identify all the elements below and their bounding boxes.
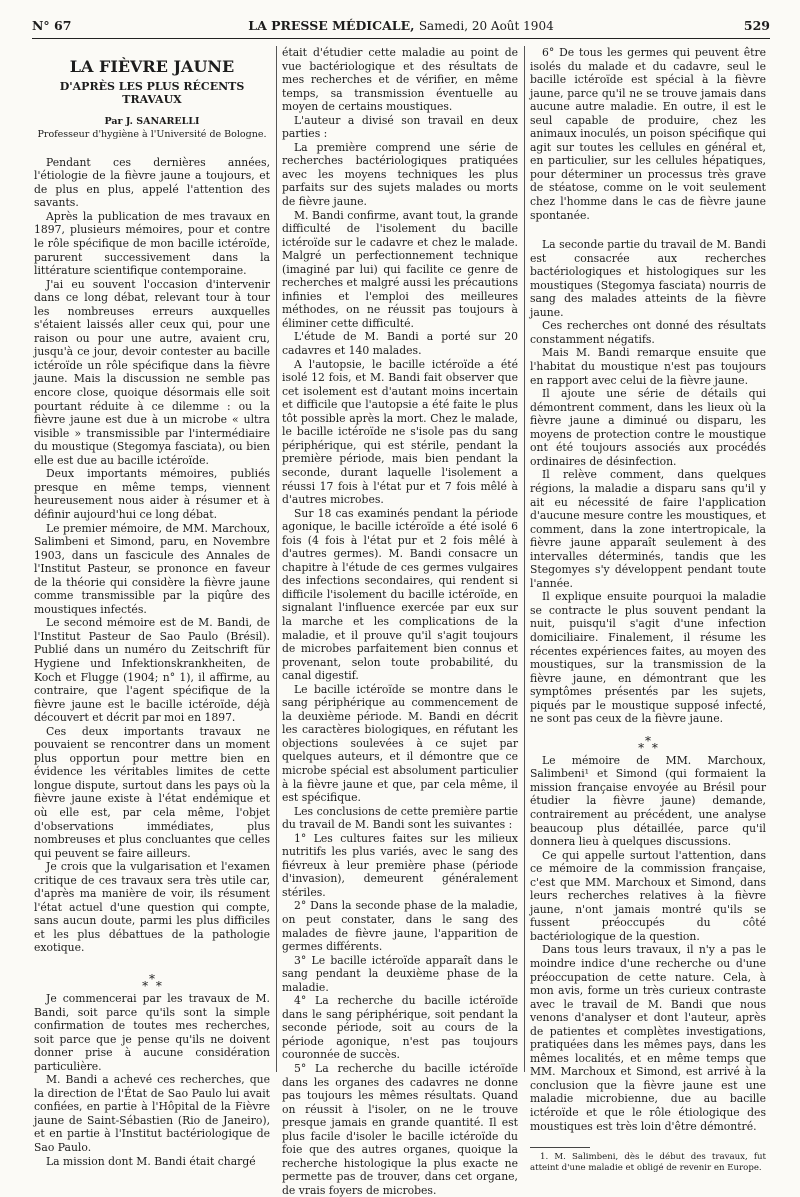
list-item: 2° Dans la seconde phase de la maladie, on peut constater, dans le sang des malades de fièvre jaune, l'apparition de germes différents. [282,899,518,954]
column-1 [34,46,270,1168]
page-number: 529 [743,18,770,33]
star-mark: ⁎ [645,729,651,744]
column-divider [276,46,277,1072]
paragraph: La seconde partie du travail de M. Bandi est consacrée aux recherches bactériologiques et histologiques sur les moustiques (Stegomya fasciata) nourris de sang des malades atteints de la fièvre jaune. [530,238,766,319]
paragraph: A l'autopsie, le bacille ictéroïde a été isolé 12 fois, et M. Bandi fait observer que cet isolement est d'autant moins incertain et difficile que l'autopsie a été faite le plus tôt possible après la mort. Chez le malade, le bacille ictéroïde ne s'isole pas du sang périphérique, qui est stérile, pendant la première période, mais bien pendant la seconde, durant laquelle l'isolement a réussi 17 fois à l'état pur et 7 fois mêlé à d'autres microbes. [282,357,518,507]
article-byline: Par J. SANARELLI [104,115,200,127]
section-gap [530,222,766,238]
paragraph: Le second mémoire est de M. Bandi, de l'Institut Pasteur de Sao Paulo (Brésil). Publié dans un numéro du Zeitschrift für Hygiene und Infektionskrankheiten, de Koch et Flugge (1904; n° 1), il affirme, au contraire, que l'agent spécifique de la fièvre jaune est le bacille ictéroïde, déjà découvert et décrit par moi en 1897. [34,616,270,725]
paragraph: Deux importants mémoires, publiés presque en même temps, viennent heureusement nous aider à résumer et à définir aujourd'hui ce long débat. [34,467,270,521]
running-header [32,18,770,34]
star-mark: ⁎ [651,736,658,751]
paragraph: Le bacille ictéroïde se montre dans le sang périphérique au commencement de la deuxième période. M. Bandi en décrit les caractères biologiques, en réfutant les objections soulevées à ce sujet par quelques auteurs, et il démontre que ce microbe spécial est absolument particulier à la fièvre jaune et que, par cela même, il est spécifique. [282,682,518,805]
paragraph: Les conclusions de cette première partie du travail de M. Bandi sont les suivantes : [282,804,518,832]
footnote: 1. M. Salimbeni, dès le début des travaux, fut atteint d'une maladie et obligé de revenir en Europe. [530,1152,766,1174]
paragraph: Je crois que la vulgarisation et l'examen critique de ces travaux sera très utile car, d'après ma manière de voir, ils résument l'état actuel d'une question qui compte, sans aucun doute, parmi les plus difficiles et les plus débattues de la pathologie exotique. [34,860,270,955]
footnote-rule [530,1147,590,1148]
paragraph: J'ai eu souvent l'occasion d'intervenir dans ce long débat, relevant tour à tour les nombreuses erreurs auxquelles s'étaient laissés aller ceux qui, pour une raison ou pour une autre, avaient cru, jusqu'à ce jour, devoir contester au bacille ictéroïde un rôle spécifique dans la fièvre jaune. Mais la discussion ne semble pas encore close, quoique désormais elle soit pourtant réduite à ce dilemme : ou la fièvre jaune est due à un microbe « ultra visible » transmissible par l'intermédiaire du moustique (Stegomya fasciata), ou bien elle est due au bacille ictéroïde. [34,277,270,467]
section-separator-stars [34,968,270,989]
paragraph: Il relève comment, dans quelques régions, la maladie a disparu sans qu'il y ait eu nécessité de faire l'application d'aucune mesure contre les moustiques, et comment, dans la zone intertropicale, la fièvre jaune apparaît seulement à des intervalles déterminés, tandis que les Stegomyes s'y développent pendant toute l'année. [530,468,766,590]
author-affiliation: Professeur d'hygiène à l'Université de Bologne. [37,129,267,141]
paragraph: Après la publication de mes travaux en 1897, plusieurs mémoires, pour et contre le rôle spécifique de mon bacille ictéroïde, parurent successivement dans la littérature scientifique contemporaine. [34,209,270,278]
paragraph: La mission dont M. Bandi était chargé [46,1154,256,1168]
paragraph: M. Bandi a achevé ces recherches, que la direction de l'État de Sao Paulo lui avait confiées, en partie à l'Hôpital de la Fièvre jaune de Saint-Sébastien (Rio de Janeiro), et en partie à l'Institut bactériologique de Sao Paulo. [34,1073,270,1155]
paragraph: Il ajoute une série de détails qui démontrent comment, dans les lieux où la fièvre jaune a diminué ou disparu, les moyens de protection contre le moustique ont été toujours associés aux procédés ordinaires de désinfection. [530,387,766,468]
article-title: LA FIÈVRE JAUNE [69,57,235,76]
list-item: 5° La recherche du bacille ictéroïde dans les organes des cadavres ne donne pas toujours les mêmes résultats. Quand on réussit à l'isoler, on ne le trouve presque jamais en grande quantité. Il est plus facile d'isoler le bacille ictéroïde du foie que des autres organes, quoique la recherche histologique la plus exacte ne permette pas de trouver, dans cet organe, de vrais foyers de microbes. [282,1062,518,1197]
paragraph: Sur 18 cas examinés pendant la période agonique, le bacille ictéroïde a été isolé 6 fois (4 fois à l'état pur et 2 fois mêlé à d'autres germes). M. Bandi consacre un chapitre à l'étude de ces germes vulgaires des infections secondaires, qui rendent si difficile l'isolement du bacille ictéroïde, en signalant l'influence exercée par eux sur la marche et les complications de la maladie, et il prouve qu'il s'agit toujours de microbes parfaitement bien connus et provenant, selon toute probabilité, du canal digestif. [282,506,518,683]
column-divider [524,46,525,1072]
paragraph: Ces deux importants travaux ne pouvaient se rencontrer dans un moment plus opportun pour mettre bien en évidence les véritables limites de cette longue dispute, surtout dans les pays où la fièvre jaune existe à l'état endémique et où elle est, par cela même, l'objet d'observations immédiates, plus nombreuses et plus concluantes que celles qui peuvent se faire ailleurs. [34,724,270,860]
paragraph: L'auteur a divisé son travail en deux parties : [282,113,518,141]
paragraph: Pendant ces dernières années, l'étiologie de la fièvre jaune a toujours, et de plus en plus, appelé l'attention des savants. [34,155,270,210]
paragraph: Dans tous leurs travaux, il n'y a pas le moindre indice d'une recherche ou d'une préoccupation de cette nature. Cela, à mon avis, forme un très curieux contraste avec le travail de M. Bandi que nous venons d'analyser et dont l'auteur, après de patientes et complètes investigations, pratiquées dans les mêmes pays, dans les mêmes localités, et en même temps que MM. Marchoux et Simond, est arrivé à la conclusion que la fièvre jaune est une maladie microbienne, due au bacille ictéroïde et que le rôle étiologique des moustiques est très loin d'être démontré. [530,943,766,1133]
star-mark: ⁎ [149,968,155,982]
journal-title [32,18,770,33]
journal-name: LA PRESSE MÉDICALE, [248,18,415,33]
list-item: 3° Le bacille ictéroïde apparaît dans le sang pendant la deuxième phase de la maladie. [282,953,518,994]
paragraph: Mais M. Bandi remarque ensuite que l'habitat du moustique n'est pas toujours en rapport avec celui de la fièvre jaune. [530,346,766,387]
paragraph: La première comprend une série de recherches bactériologiques pratiquées avec les moyens techniques les plus parfaits sur des sujets malades ou morts de fièvre jaune. [282,140,518,209]
section-gap [34,955,270,964]
paragraph: Le premier mémoire, de MM. Marchoux, Salimbeni et Simond, paru, en Novembre 1903, dans un fascicule des Annales de l'Institut Pasteur, se prononce en faveur de la théorie qui considère la fièvre jaune comme transmissible par la piqûre des moustiques infectés. [34,521,270,616]
paragraph: M. Bandi confirme, avant tout, la grande difficulté de l'isolement du bacille ictéroïde sur le cadavre et chez le malade. Malgré un perfectionnement technique (imaginé par lui) qui facilite ce genre de recherches et malgré aussi les précautions infinies et l'emploi des meilleures méthodes, on ne réussit pas toujours à éliminer cette difficulté. [282,208,518,330]
header-rule [32,38,770,39]
list-item: 1° Les cultures faites sur les milieux nutritifs les plus variés, avec le sang des fiévreux à leur première phase (période d'invasion), demeurent généralement stériles. [282,831,518,899]
list-item: 6° De tous les germes qui peuvent être isolés du malade et du cadavre, seul le bacille ictéroïde est spécial à la fièvre jaune, parce qu'il ne se trouve jamais dans aucune autre maladie. En outre, il est le seul capable de produire, chez les animaux inoculés, un poison spécifique qui agit sur toutes les cellules en général et, en particulier, sur les cellules hépatiques, pour déterminer un processus très grave de stéatose, comme on le voit seulement chez l'homme dans le cas de fièvre jaune spontanée. [530,46,766,222]
issue-date: Samedi, 20 Août 1904 [418,19,554,33]
paragraph: Ce qui appelle surtout l'attention, dans ce mémoire de la commission française, c'est que MM. Marchoux et Simond, dans leurs recherches relatives à la fièvre jaune, n'ont jamais montré qu'ils se fussent préoccupés du côté bactériologique de la question. [530,848,766,943]
article-subtitle: D'APRÈS LES PLUS RÉCENTS TRAVAUX [59,79,245,107]
paragraph: Il explique ensuite pourquoi la maladie se contracte le plus souvent pendant la nuit, puisqu'il s'agit d'une infection domiciliaire. Finalement, il résume les récentes expériences faites, au moyen des moustiques, sur la transmission de la fièvre jaune, en démontrant que les symptômes présentés par les sujets, piqués par le moustique supposé infecté, ne sont pas ceux de la fièvre jaune. [530,590,766,726]
column-2 [282,46,518,1197]
star-mark: ⁎ [155,975,162,989]
list-item: 4° La recherche du bacille ictéroïde dans le sang périphérique, soit pendant la seconde période, soit au cours de la période agonique, n'est pas toujours couronnée de succès. [282,994,518,1062]
star-mark: ⁎ [142,975,149,989]
section-separator-stars [530,729,766,751]
paragraph: était d'étudier cette maladie au point de vue bactériologique et des résultats de mes recherches et de vérifier, en même temps, sa transmission éventuelle au moyen de certains moustiques. [282,46,518,114]
paragraph: Je commencerai par les travaux de M. Bandi, soit parce qu'ils sont la simple confirmation de toutes mes recherches, soit parce que je pense qu'ils ne doivent donner prise à aucune considération particulière. [34,992,270,1073]
column-3 [530,46,766,1174]
star-mark: ⁎ [638,736,645,751]
issue-number: N° 67 [32,18,72,33]
paragraph: L'étude de M. Bandi a porté sur 20 cadavres et 140 malades. [282,330,518,358]
paragraph: Ces recherches ont donné des résultats constamment négatifs. [530,319,766,346]
paragraph: Le mémoire de MM. Marchoux, Salimbeni¹ et Simond (qui formaient la mission française envoyée au Brésil pour étudier la fièvre jaune) demande, contrairement au précédent, une analyse beaucoup plus détaillée, parce qu'il donnera lieu à quelques discussions. [530,753,766,849]
